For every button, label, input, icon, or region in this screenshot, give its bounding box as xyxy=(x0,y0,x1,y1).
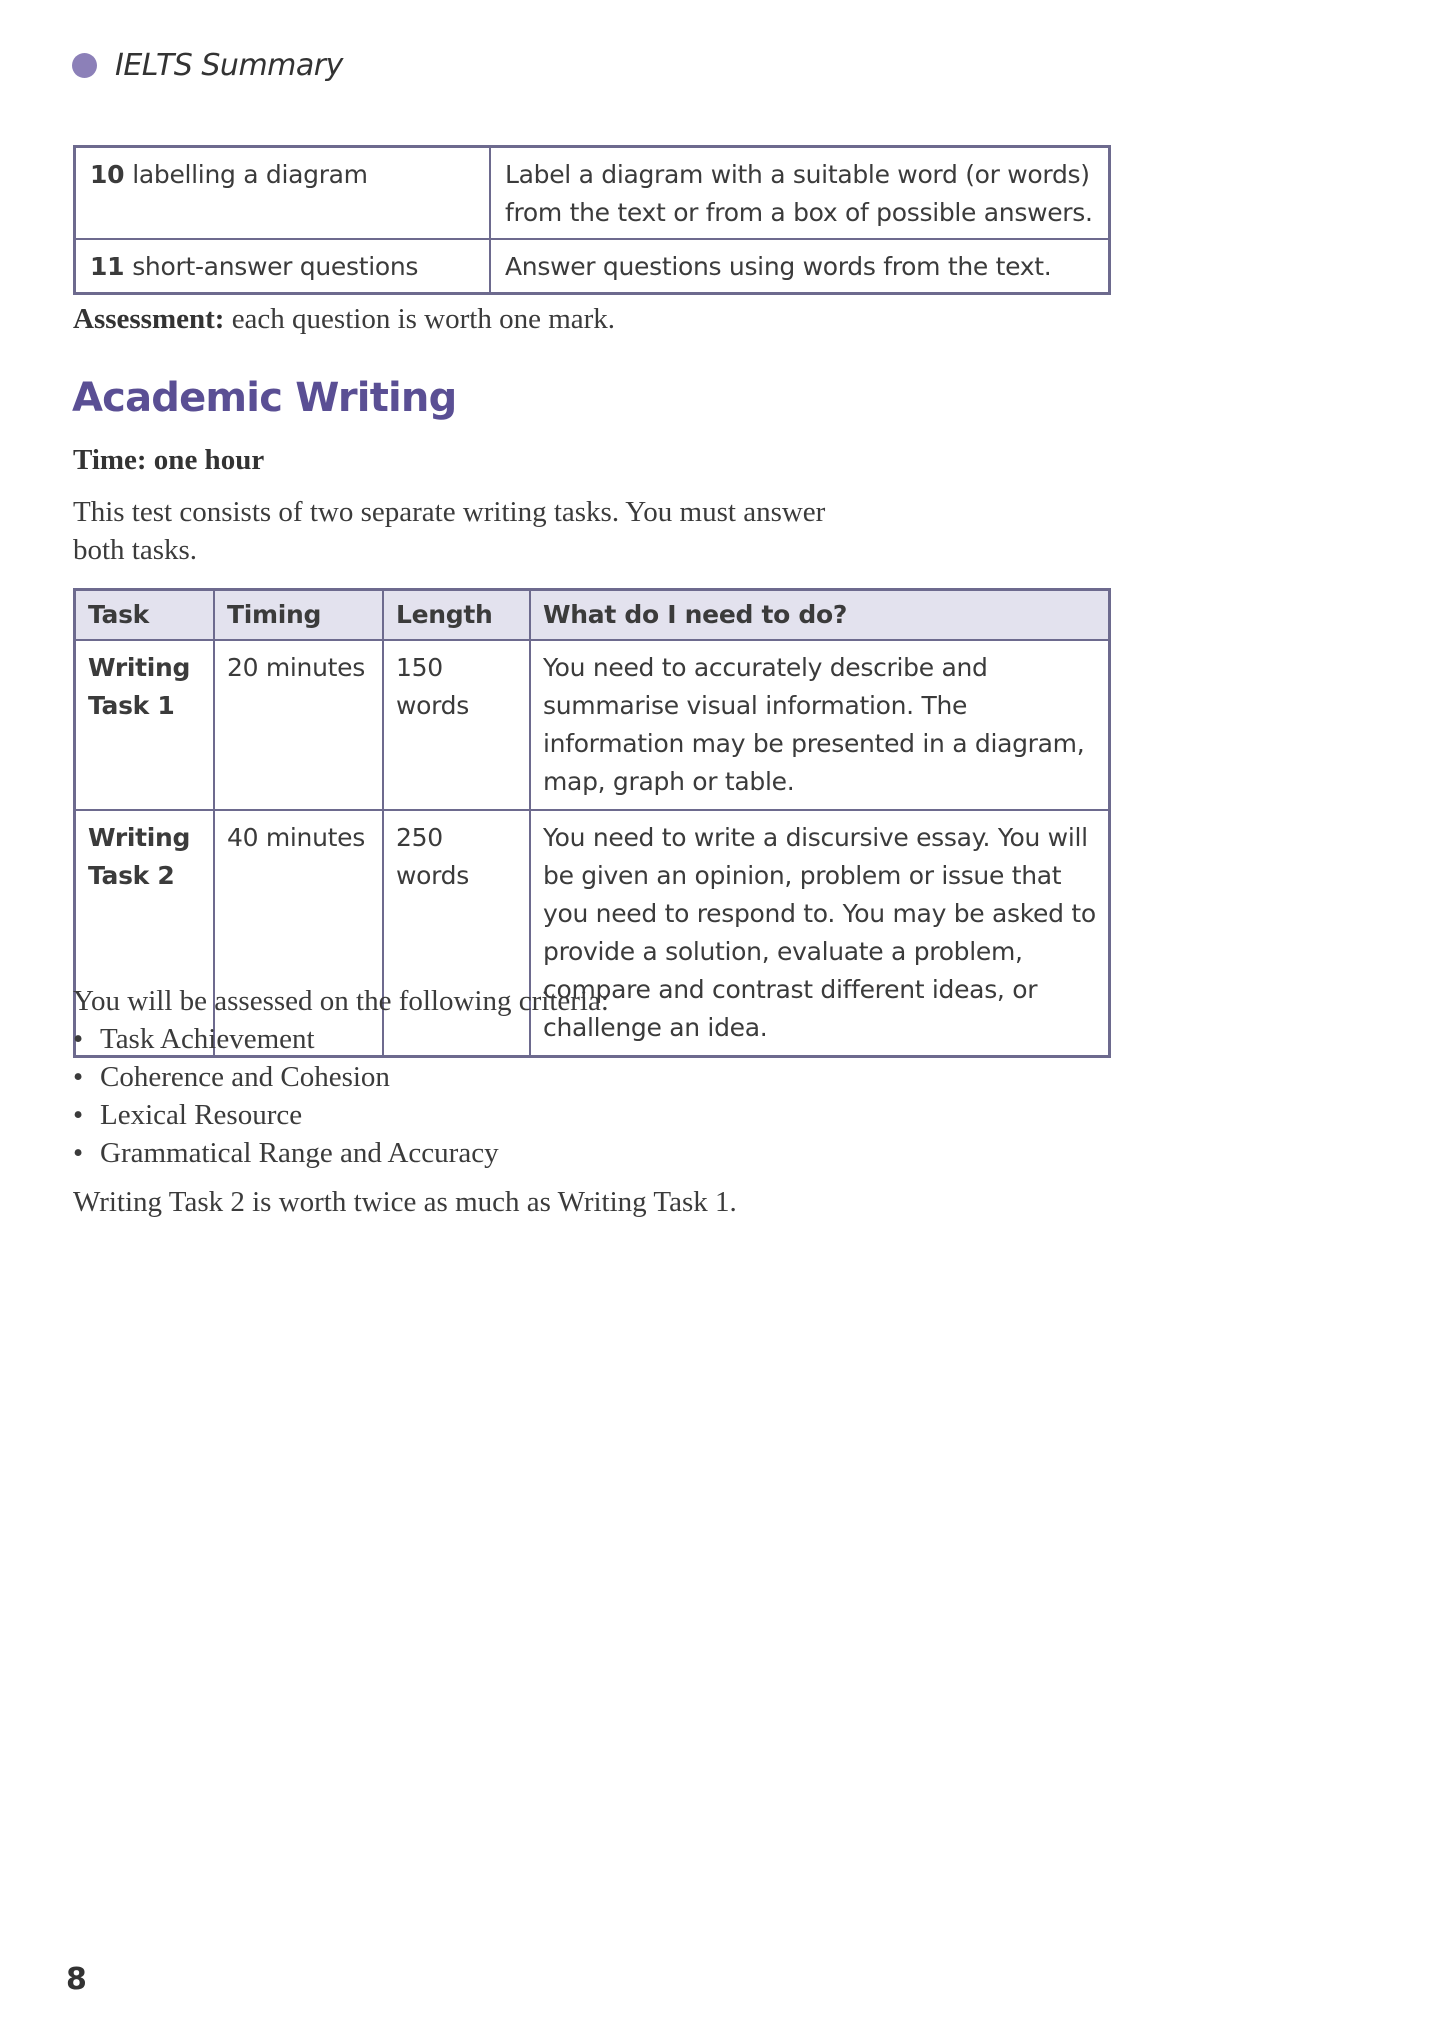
running-header-title: IELTS Summary xyxy=(115,48,343,83)
task-name-line2: Task 2 xyxy=(88,861,175,890)
criteria-intro: You will be assessed on the following criteria: xyxy=(73,985,609,1017)
list-item xyxy=(73,1020,609,1058)
question-number: 11 xyxy=(90,252,125,281)
task-description: You need to write a discursive essay. You will be given an opinion, problem or issue that you need to respond to. You may be asked to provide a solution, evaluate a problem, compare and contrast different ideas, or challenge an idea. xyxy=(530,810,1110,1057)
bullet-dot-icon xyxy=(72,53,97,78)
bullet-icon: • xyxy=(73,1099,84,1131)
task-name-cell xyxy=(75,640,215,810)
assessment-criteria xyxy=(73,982,609,1172)
bullet-icon: • xyxy=(73,1023,84,1055)
closing-note: Writing Task 2 is worth twice as much as Writing Task 1. xyxy=(73,1186,737,1218)
question-description: Answer questions using words from the text. xyxy=(490,239,1110,294)
reading-question-types-table xyxy=(73,145,1111,295)
task-length: 150 words xyxy=(383,640,530,810)
column-header-timing: Timing xyxy=(214,590,383,641)
table-row xyxy=(75,640,1110,810)
column-header-task: Task xyxy=(75,590,215,641)
criterion-label: Task Achievement xyxy=(100,1023,315,1055)
assessment-label: Assessment: xyxy=(73,303,225,335)
section-title: Academic Writing xyxy=(72,375,457,421)
task-name-line1: Writing xyxy=(88,823,191,852)
task-description: You need to accurately describe and summarise visual information. The information may be presented in a diagram, map, graph or table. xyxy=(530,640,1110,810)
column-header-what-to-do: What do I need to do? xyxy=(530,590,1110,641)
question-type: labelling a diagram xyxy=(132,160,368,189)
task-timing: 40 minutes xyxy=(214,810,383,1057)
assessment-text: each question is worth one mark. xyxy=(224,303,616,335)
bullet-icon: • xyxy=(73,1061,84,1093)
question-number: 10 xyxy=(90,160,125,189)
time-limit: Time: one hour xyxy=(73,444,265,476)
criterion-label: Coherence and Cohesion xyxy=(100,1061,390,1093)
task-timing: 20 minutes xyxy=(214,640,383,810)
section-intro: This test consists of two separate writing tasks. You must answer both tasks. xyxy=(73,496,826,566)
table-header-row xyxy=(75,590,1110,641)
page-number: 8 xyxy=(66,1962,87,1997)
list-item xyxy=(73,1096,609,1134)
assessment-note xyxy=(73,303,615,336)
column-header-length: Length xyxy=(383,590,530,641)
task-length: 250 words xyxy=(383,810,530,1057)
question-type-cell xyxy=(75,239,491,294)
table-row xyxy=(75,147,1110,240)
question-type: short-answer questions xyxy=(132,252,419,281)
bullet-icon: • xyxy=(73,1137,84,1169)
task-name-line1: Writing xyxy=(88,653,191,682)
criterion-label: Grammatical Range and Accuracy xyxy=(100,1137,499,1169)
question-type-cell xyxy=(75,147,491,240)
table-row xyxy=(75,239,1110,294)
criteria-list xyxy=(73,1020,609,1172)
list-item xyxy=(73,1134,609,1172)
criterion-label: Lexical Resource xyxy=(100,1099,303,1131)
question-description: Label a diagram with a suitable word (or words) from the text or from a box of possible answers. xyxy=(490,147,1110,240)
task-name-line2: Task 1 xyxy=(88,691,175,720)
running-header xyxy=(72,48,343,83)
list-item xyxy=(73,1058,609,1096)
